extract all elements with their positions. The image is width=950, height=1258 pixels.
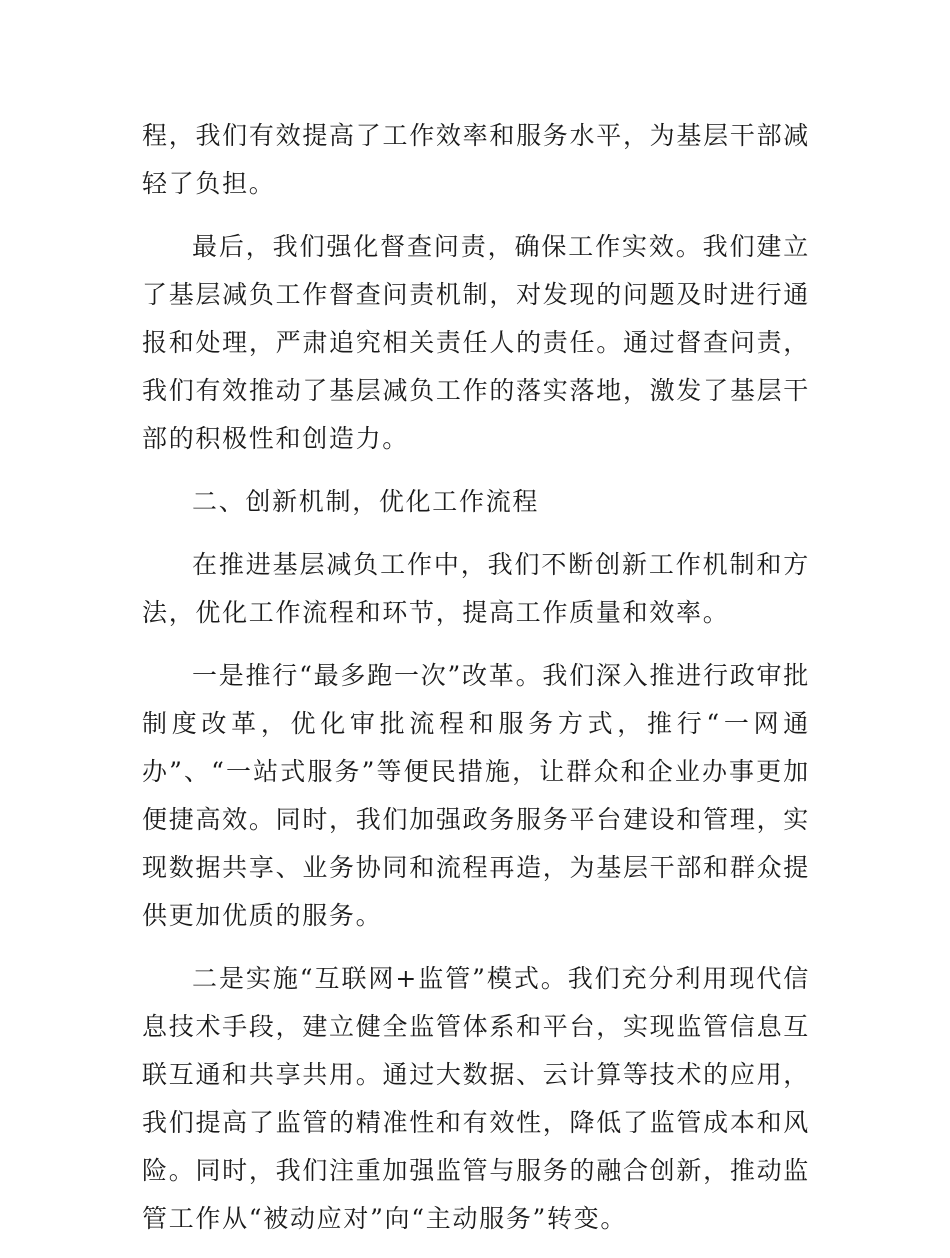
- paragraph-internet-supervision: 二是实施“互联网+监管”模式。我们充分利用现代信息技术手段，建立健全监管体系和平台，实现监管信息互联互通和共享共用。通过大数据、云计算等技术的应用，我们提高了监管的精准性和有效性，降低了监管成本和风险。同时，我们注重加强监管与服务的融合创新，推动监管工作从“被动应对”向“主动服务”转变。: [142, 964, 810, 1233]
- paragraph-reform: 一是推行“最多跑一次”改革。我们深入推进行政审批制度改革，优化审批流程和服务方式，推行“一网通办”、“一站式服务”等便民措施，让群众和企业办事更加便捷高效。同时，我们加强政务服务平台建设和管理，实现数据共享、业务协同和流程再造，为基层干部和群众提供更加优质的服务。: [142, 661, 810, 930]
- document-body: [142, 112, 810, 1258]
- paragraph-intro: 在推进基层减负工作中，我们不断创新工作机制和方法，优化工作流程和环节，提高工作质量和效率。: [142, 550, 810, 627]
- paragraph-continuation: 程，我们有效提高了工作效率和服务水平，为基层干部减轻了负担。: [142, 121, 810, 198]
- section-heading: 二、创新机制，优化工作流程: [192, 487, 540, 516]
- paragraph-accountability: 最后，我们强化督查问责，确保工作实效。我们建立了基层减负工作督查问责机制，对发现的问题及时进行通报和处理，严肃追究相关责任人的责任。通过督查问责，我们有效推动了基层减负工作的落实落地，激发了基层干部的积极性和创造力。: [142, 232, 810, 453]
